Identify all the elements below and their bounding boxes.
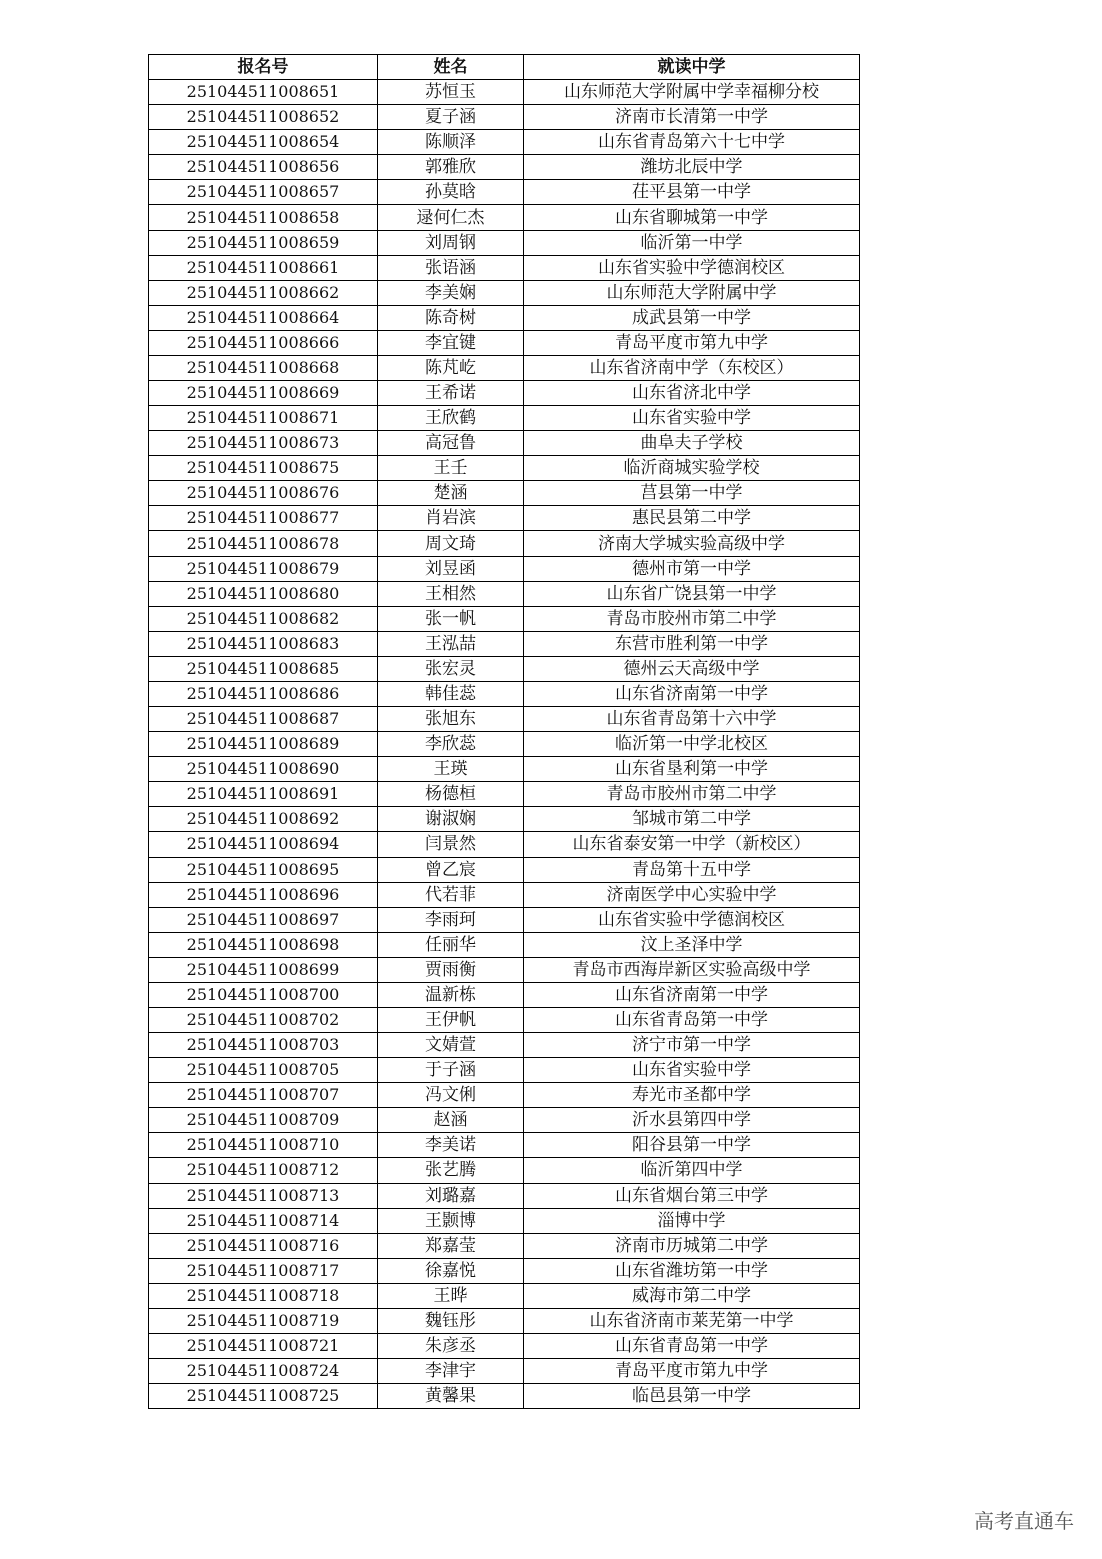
school-name-cell: 曲阜夫子学校 — [524, 431, 860, 456]
school-name-cell: 青岛平度市第九中学 — [524, 330, 860, 355]
registration-number-cell: 251044511008671 — [149, 406, 378, 431]
table-row — [149, 556, 860, 581]
school-name-cell: 山东省青岛第六十七中学 — [524, 130, 860, 155]
school-name-cell: 淄博中学 — [524, 1208, 860, 1233]
table-row — [149, 330, 860, 355]
student-name-cell: 张旭东 — [378, 707, 524, 732]
table-row — [149, 1258, 860, 1283]
admission-table — [148, 54, 860, 1409]
table-row — [149, 782, 860, 807]
student-name-cell: 张宏灵 — [378, 656, 524, 681]
school-name-cell: 山东师范大学附属中学幸福柳分校 — [524, 80, 860, 105]
student-name-cell: 孙莫晗 — [378, 180, 524, 205]
student-name-cell: 赵涵 — [378, 1108, 524, 1133]
student-name-cell: 张一帆 — [378, 606, 524, 631]
registration-number-cell: 251044511008654 — [149, 130, 378, 155]
watermark-text: 高考直通车 — [974, 1509, 1074, 1533]
registration-number-cell: 251044511008664 — [149, 305, 378, 330]
registration-number-cell: 251044511008668 — [149, 355, 378, 380]
table-row — [149, 531, 860, 556]
table-row — [149, 355, 860, 380]
school-name-cell: 寿光市圣都中学 — [524, 1083, 860, 1108]
table-row — [149, 1233, 860, 1258]
table-row — [149, 130, 860, 155]
registration-number-cell: 251044511008705 — [149, 1058, 378, 1083]
registration-number-cell: 251044511008691 — [149, 782, 378, 807]
table-row — [149, 431, 860, 456]
student-name-cell: 逯何仁杰 — [378, 205, 524, 230]
student-name-cell: 张语涵 — [378, 255, 524, 280]
school-name-cell: 山东省济北中学 — [524, 381, 860, 406]
table-row — [149, 631, 860, 656]
student-name-cell: 刘周钢 — [378, 230, 524, 255]
table-row — [149, 381, 860, 406]
table-row — [149, 581, 860, 606]
school-name-cell: 山东省济南中学（东校区） — [524, 355, 860, 380]
school-name-cell: 德州市第一中学 — [524, 556, 860, 581]
school-name-cell: 山东师范大学附属中学 — [524, 280, 860, 305]
student-name-cell: 王瑛 — [378, 757, 524, 782]
school-name-cell: 临邑县第一中学 — [524, 1384, 860, 1409]
student-name-cell: 文婧萱 — [378, 1033, 524, 1058]
table-row — [149, 456, 860, 481]
school-name-cell: 济南市长清第一中学 — [524, 105, 860, 130]
student-name-cell: 李津宇 — [378, 1359, 524, 1384]
registration-number-cell: 251044511008675 — [149, 456, 378, 481]
student-name-cell: 王颢博 — [378, 1208, 524, 1233]
school-name-cell: 山东省实验中学 — [524, 1058, 860, 1083]
school-name-cell: 德州云天高级中学 — [524, 656, 860, 681]
table-row — [149, 606, 860, 631]
registration-number-cell: 251044511008713 — [149, 1183, 378, 1208]
table-row — [149, 932, 860, 957]
table-row — [149, 707, 860, 732]
student-name-cell: 刘昱函 — [378, 556, 524, 581]
registration-number-cell: 251044511008685 — [149, 656, 378, 681]
school-name-cell: 莒县第一中学 — [524, 481, 860, 506]
school-name-cell: 山东省济南第一中学 — [524, 681, 860, 706]
school-name-cell: 山东省泰安第一中学（新校区） — [524, 832, 860, 857]
school-name-cell: 山东省青岛第十六中学 — [524, 707, 860, 732]
student-name-cell: 韩佳蕊 — [378, 681, 524, 706]
registration-number-cell: 251044511008677 — [149, 506, 378, 531]
school-name-cell: 东营市胜利第一中学 — [524, 631, 860, 656]
table-row — [149, 280, 860, 305]
registration-number-cell: 251044511008721 — [149, 1333, 378, 1358]
school-name-cell: 济南市历城第二中学 — [524, 1233, 860, 1258]
student-name-cell: 李美诺 — [378, 1133, 524, 1158]
table-row — [149, 205, 860, 230]
school-name-cell: 汶上圣泽中学 — [524, 932, 860, 957]
table-row — [149, 757, 860, 782]
student-name-cell: 李宜键 — [378, 330, 524, 355]
table-row — [149, 406, 860, 431]
student-name-cell: 王欣鹤 — [378, 406, 524, 431]
student-name-cell: 王壬 — [378, 456, 524, 481]
registration-number-cell: 251044511008716 — [149, 1233, 378, 1258]
school-name-cell: 山东省广饶县第一中学 — [524, 581, 860, 606]
student-name-cell: 王泓喆 — [378, 631, 524, 656]
table-row — [149, 1058, 860, 1083]
student-name-cell: 陈芃屹 — [378, 355, 524, 380]
school-name-cell: 山东省实验中学德润校区 — [524, 907, 860, 932]
table-row — [149, 857, 860, 882]
registration-number-cell: 251044511008710 — [149, 1133, 378, 1158]
school-name-cell: 青岛平度市第九中学 — [524, 1359, 860, 1384]
school-name-cell: 山东省济南市莱芜第一中学 — [524, 1308, 860, 1333]
table-body — [149, 80, 860, 1409]
school-name-cell: 邹城市第二中学 — [524, 807, 860, 832]
school-name-cell: 沂水县第四中学 — [524, 1108, 860, 1133]
registration-number-cell: 251044511008695 — [149, 857, 378, 882]
student-name-cell: 闫景然 — [378, 832, 524, 857]
registration-number-cell: 251044511008689 — [149, 732, 378, 757]
student-name-cell: 谢淑娴 — [378, 807, 524, 832]
school-name-cell: 山东省济南第一中学 — [524, 982, 860, 1007]
school-name-cell: 山东省垦利第一中学 — [524, 757, 860, 782]
registration-number-cell: 251044511008662 — [149, 280, 378, 305]
registration-number-cell: 251044511008652 — [149, 105, 378, 130]
table-row — [149, 1283, 860, 1308]
table-row — [149, 1158, 860, 1183]
student-name-cell: 陈顺泽 — [378, 130, 524, 155]
registration-number-cell: 251044511008714 — [149, 1208, 378, 1233]
school-name-cell: 潍坊北辰中学 — [524, 155, 860, 180]
registration-number-cell: 251044511008682 — [149, 606, 378, 631]
student-name-cell: 王伊帆 — [378, 1007, 524, 1032]
registration-number-cell: 251044511008702 — [149, 1007, 378, 1032]
school-name-cell: 山东省潍坊第一中学 — [524, 1258, 860, 1283]
student-name-cell: 温新栋 — [378, 982, 524, 1007]
table-row — [149, 907, 860, 932]
table-row — [149, 1007, 860, 1032]
school-name-cell: 济南大学城实验高级中学 — [524, 531, 860, 556]
student-name-cell: 王晔 — [378, 1283, 524, 1308]
registration-number-cell: 251044511008680 — [149, 581, 378, 606]
registration-number-cell: 251044511008700 — [149, 982, 378, 1007]
registration-number-cell: 251044511008673 — [149, 431, 378, 456]
table-row — [149, 882, 860, 907]
school-name-cell: 山东省烟台第三中学 — [524, 1183, 860, 1208]
table-row — [149, 832, 860, 857]
registration-number-cell: 251044511008678 — [149, 531, 378, 556]
table-row — [149, 80, 860, 105]
student-name-cell: 陈奇树 — [378, 305, 524, 330]
school-name-cell: 临沂第一中学北校区 — [524, 732, 860, 757]
student-name-cell: 于子涵 — [378, 1058, 524, 1083]
registration-number-cell: 251044511008724 — [149, 1359, 378, 1384]
registration-number-cell: 251044511008692 — [149, 807, 378, 832]
school-name-cell: 济南医学中心实验中学 — [524, 882, 860, 907]
school-name-cell: 山东省聊城第一中学 — [524, 205, 860, 230]
registration-number-cell: 251044511008718 — [149, 1283, 378, 1308]
registration-number-cell: 251044511008703 — [149, 1033, 378, 1058]
school-name-cell: 青岛市胶州市第二中学 — [524, 606, 860, 631]
registration-number-cell: 251044511008694 — [149, 832, 378, 857]
registration-number-cell: 251044511008698 — [149, 932, 378, 957]
student-name-cell: 代若菲 — [378, 882, 524, 907]
registration-number-cell: 251044511008659 — [149, 230, 378, 255]
school-name-cell: 临沂第一中学 — [524, 230, 860, 255]
registration-number-cell: 251044511008709 — [149, 1108, 378, 1133]
registration-number-cell: 251044511008717 — [149, 1258, 378, 1283]
table-row — [149, 681, 860, 706]
school-name-cell: 威海市第二中学 — [524, 1283, 860, 1308]
registration-number-cell: 251044511008669 — [149, 381, 378, 406]
student-name-cell: 夏子涵 — [378, 105, 524, 130]
student-name-cell: 李美娴 — [378, 280, 524, 305]
table-row — [149, 1308, 860, 1333]
registration-number-cell: 251044511008683 — [149, 631, 378, 656]
school-name-cell: 山东省青岛第一中学 — [524, 1333, 860, 1358]
school-name-cell: 临沂商城实验学校 — [524, 456, 860, 481]
registration-number-cell: 251044511008676 — [149, 481, 378, 506]
student-name-cell: 李欣蕊 — [378, 732, 524, 757]
student-name-cell: 贾雨衡 — [378, 957, 524, 982]
table-row — [149, 155, 860, 180]
student-name-cell: 黄馨果 — [378, 1384, 524, 1409]
student-name-cell: 王相然 — [378, 581, 524, 606]
school-name-cell: 山东省实验中学德润校区 — [524, 255, 860, 280]
school-name-cell: 惠民县第二中学 — [524, 506, 860, 531]
table-row — [149, 255, 860, 280]
registration-number-cell: 251044511008719 — [149, 1308, 378, 1333]
school-name-cell: 成武县第一中学 — [524, 305, 860, 330]
student-name-cell: 徐嘉悦 — [378, 1258, 524, 1283]
school-name-cell: 济宁市第一中学 — [524, 1033, 860, 1058]
student-name-cell: 任丽华 — [378, 932, 524, 957]
school-name-cell: 青岛第十五中学 — [524, 857, 860, 882]
student-name-cell: 周文琦 — [378, 531, 524, 556]
school-name-cell: 山东省青岛第一中学 — [524, 1007, 860, 1032]
table-row — [149, 1133, 860, 1158]
registration-number-cell: 251044511008657 — [149, 180, 378, 205]
school-name-cell: 阳谷县第一中学 — [524, 1133, 860, 1158]
registration-number-cell: 251044511008696 — [149, 882, 378, 907]
registration-number-cell: 251044511008687 — [149, 707, 378, 732]
table-row — [149, 1359, 860, 1384]
student-name-cell: 高冠鲁 — [378, 431, 524, 456]
school-name-cell: 青岛市胶州市第二中学 — [524, 782, 860, 807]
header-registration-number: 报名号 — [149, 55, 378, 80]
table-row — [149, 656, 860, 681]
table-row — [149, 180, 860, 205]
registration-number-cell: 251044511008712 — [149, 1158, 378, 1183]
registration-number-cell: 251044511008661 — [149, 255, 378, 280]
registration-number-cell: 251044511008725 — [149, 1384, 378, 1409]
student-name-cell: 苏恒玉 — [378, 80, 524, 105]
registration-number-cell: 251044511008666 — [149, 330, 378, 355]
table-row — [149, 1384, 860, 1409]
student-name-cell: 杨德桓 — [378, 782, 524, 807]
student-name-cell: 李雨珂 — [378, 907, 524, 932]
table-row — [149, 230, 860, 255]
registration-number-cell: 251044511008690 — [149, 757, 378, 782]
student-name-cell: 肖岩滨 — [378, 506, 524, 531]
table-row — [149, 1033, 860, 1058]
school-name-cell: 茌平县第一中学 — [524, 180, 860, 205]
header-row — [149, 55, 860, 80]
student-name-cell: 郭雅欣 — [378, 155, 524, 180]
table-row — [149, 807, 860, 832]
table-row — [149, 957, 860, 982]
school-name-cell: 山东省实验中学 — [524, 406, 860, 431]
table-row — [149, 732, 860, 757]
school-name-cell: 临沂第四中学 — [524, 1158, 860, 1183]
student-name-cell: 刘璐嘉 — [378, 1183, 524, 1208]
school-name-cell: 青岛市西海岸新区实验高级中学 — [524, 957, 860, 982]
table-row — [149, 1333, 860, 1358]
table-row — [149, 1083, 860, 1108]
table-row — [149, 1208, 860, 1233]
table-row — [149, 1108, 860, 1133]
table-row — [149, 481, 860, 506]
student-name-cell: 张艺腾 — [378, 1158, 524, 1183]
registration-number-cell: 251044511008697 — [149, 907, 378, 932]
header-name: 姓名 — [378, 55, 524, 80]
registration-number-cell: 251044511008658 — [149, 205, 378, 230]
student-name-cell: 楚涵 — [378, 481, 524, 506]
student-name-cell: 朱彦丞 — [378, 1333, 524, 1358]
student-name-cell: 冯文俐 — [378, 1083, 524, 1108]
table-row — [149, 105, 860, 130]
table-row — [149, 506, 860, 531]
table-row — [149, 1183, 860, 1208]
registration-number-cell: 251044511008656 — [149, 155, 378, 180]
registration-number-cell: 251044511008699 — [149, 957, 378, 982]
student-name-cell: 郑嘉莹 — [378, 1233, 524, 1258]
registration-number-cell: 251044511008686 — [149, 681, 378, 706]
registration-number-cell: 251044511008707 — [149, 1083, 378, 1108]
student-name-cell: 魏钰彤 — [378, 1308, 524, 1333]
header-school: 就读中学 — [524, 55, 860, 80]
table-row — [149, 982, 860, 1007]
student-name-cell: 曾乙宸 — [378, 857, 524, 882]
table-row — [149, 305, 860, 330]
student-name-cell: 王希诺 — [378, 381, 524, 406]
registration-number-cell: 251044511008651 — [149, 80, 378, 105]
registration-number-cell: 251044511008679 — [149, 556, 378, 581]
